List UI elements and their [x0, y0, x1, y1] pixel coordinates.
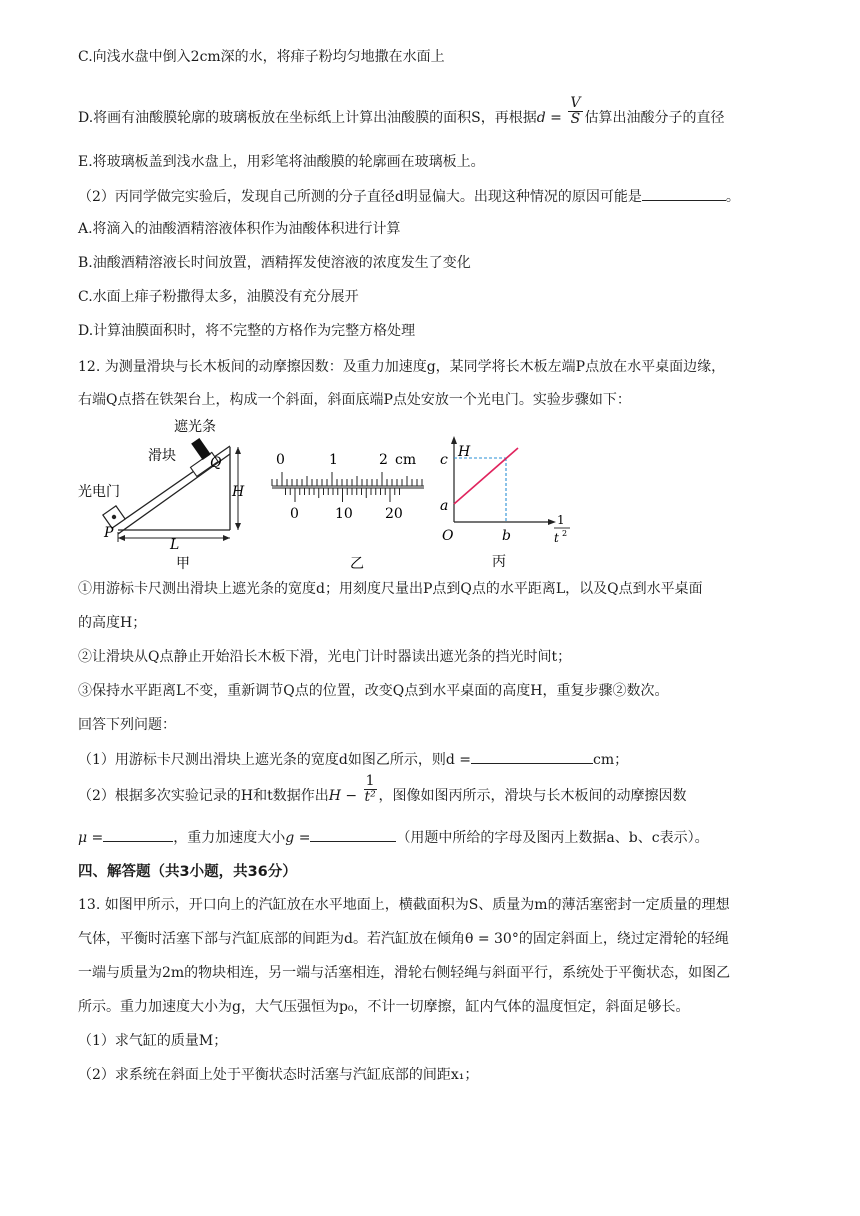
question-13-line-2: 气体，平衡时活塞下部与汽缸底部的间距为d。若汽缸放在倾角θ = 30°的固定斜面上，绕过定滑轮的轻绳 — [78, 931, 729, 947]
caption-yi: 乙 — [350, 556, 364, 572]
question-13-sub-1: （1）求气缸的质量M； — [78, 1033, 228, 1049]
label-origin: O — [442, 528, 454, 544]
answer-blank-g[interactable] — [310, 827, 396, 842]
question-13-line-3: 一端与质量为2m的物块相连，另一端与活塞相连，滑轮右侧轻绳与斜面平行，系统处于平衡状态，如图乙 — [78, 965, 731, 981]
main-scale — [272, 472, 424, 486]
answer-blank-d[interactable] — [471, 749, 593, 764]
choice-d: D.计算油膜面积时，将不完整的方格作为完整方格处理 — [78, 323, 416, 339]
sub-question-2: （2）根据多次实验记录的H和t数据作出H − $\frac{1}{\text{t²}}$ ，图像如图丙所示，滑块与长木板间的动摩擦因数 — [78, 772, 687, 805]
question-12-line-2: 右端Q点搭在铁架台上，构成一个斜面，斜面底端P点处安放一个光电门。实验步骤如下： — [78, 392, 631, 408]
label-b: b — [502, 528, 511, 544]
label-huakuai: 滑块 — [148, 448, 176, 464]
option-d-line — [78, 94, 725, 128]
label-H: H — [232, 484, 245, 500]
step-2-line: ②让滑块从Q点静止开始沿长木板下滑，光电门计时器读出遮光条的挡光时间t； — [78, 649, 572, 665]
caption-jia: 甲 — [176, 556, 190, 572]
one-over-t-squared: $\frac{1}{\text{t²}}$ — [364, 772, 376, 805]
caption-bing: 丙 — [492, 554, 506, 570]
main-tick-0: 0 — [276, 452, 285, 468]
main-tick-1: 1 — [329, 452, 338, 468]
question-13-sub-2: （2）求系统在斜面上处于平衡状态时活塞与汽缸底部的间距x₁； — [78, 1067, 479, 1083]
label-L: L — [170, 537, 180, 553]
choice-c: C.水面上痱子粉撒得太多，油膜没有充分展开 — [78, 289, 359, 305]
answer-blank-mu[interactable] — [103, 827, 173, 842]
option-c-line: C.向浅水盘中倒入2cm深的水，将痱子粉均匀地撒在水面上 — [78, 49, 445, 65]
step-1-line-1: ①用游标卡尺测出滑块上遮光条的宽度d；用刻度尺量出P点到Q点的水平距离L，以及Q点到水平桌面 — [78, 581, 703, 597]
figure-bing — [438, 432, 578, 572]
label-zheguangtiao: 遮光条 — [174, 419, 216, 435]
figure-jia — [78, 414, 253, 572]
xlabel-exponent: 2 — [562, 529, 568, 538]
question-12-line-1: 12. 为测量滑块与长木板间的动摩擦因数：及重力加速度g，某同学将长木板左端P点放在水平桌面边缘， — [78, 359, 726, 375]
label-a: a — [440, 498, 449, 514]
answer-prompt: 回答下列问题： — [78, 717, 176, 733]
vernier-tick-20: 20 — [385, 506, 403, 522]
sub-question-1: （1）用游标卡尺测出滑块上遮光条的宽度d如图乙所示，则d = cm； — [78, 749, 628, 770]
option-e-line: E.将玻璃板盖到浅水盘上，用彩笔将油酸膜的轮廓画在玻璃板上。 — [78, 154, 485, 170]
axis-label-H: H — [458, 444, 471, 460]
choice-b: B.油酸酒精溶液长时间放置，酒精挥发使溶液的浓度发生了变化 — [78, 255, 471, 271]
question-13-line-1: 13. 如图甲所示，开口向上的汽缸放在水平地面上，横截面积为S、质量为m的薄活塞密封一定质量的理想 — [78, 897, 730, 913]
unit-cm: cm — [395, 452, 417, 468]
step-3-line: ③保持水平距离L不变，重新调节Q点的位置，改变Q点到水平桌面的高度H，重复步骤②数次。 — [78, 683, 669, 699]
label-Q: Q — [210, 455, 222, 471]
vernier-scale — [272, 488, 424, 502]
v-over-s-fraction: $\frac{V}{S}$ — [570, 94, 581, 127]
step-1-line-2: 的高度H； — [78, 615, 147, 631]
vernier-tick-0: 0 — [290, 506, 299, 522]
label-guangdianmen: 光电门 — [78, 484, 120, 500]
xlabel-denominator: t — [554, 531, 559, 545]
xlabel-numerator: 1 — [557, 513, 565, 527]
question-2-line: （2）丙同学做完实验后，发现自己所测的分子直径d明显偏大。出现这种情况的原因可能是 。 — [78, 186, 740, 207]
option-d-tail: 估算出油酸分子的直径 — [584, 110, 725, 126]
vernier-tick-10: 10 — [335, 506, 353, 522]
option-d-text: D.将画有油酸膜轮廓的玻璃板放在坐标纸上计算出油酸膜的面积S，再根据 — [78, 110, 537, 126]
choice-a: A.将滴入的油酸酒精溶液体积作为油酸体积进行计算 — [78, 221, 401, 237]
label-c: c — [440, 452, 448, 468]
main-tick-2: 2 — [379, 452, 388, 468]
equals-sign: = — [545, 110, 567, 126]
question-13-line-4: 所示。重力加速度大小为g，大气压强恒为p₀，不计一切摩擦，缸内气体的温度恒定，斜面足够长。 — [78, 999, 690, 1015]
sub-question-2-answers: μ = ，重力加速度大小g = （用题中所给的字母及图丙上数据a、b、c表示）。 — [78, 827, 709, 848]
answer-blank-q2[interactable] — [642, 186, 726, 201]
d-variable: d — [536, 110, 546, 126]
label-P: P — [104, 525, 114, 541]
figure-yi — [268, 452, 430, 572]
section-4-heading: 四、解答题（共3小题，共36分） — [78, 864, 297, 880]
